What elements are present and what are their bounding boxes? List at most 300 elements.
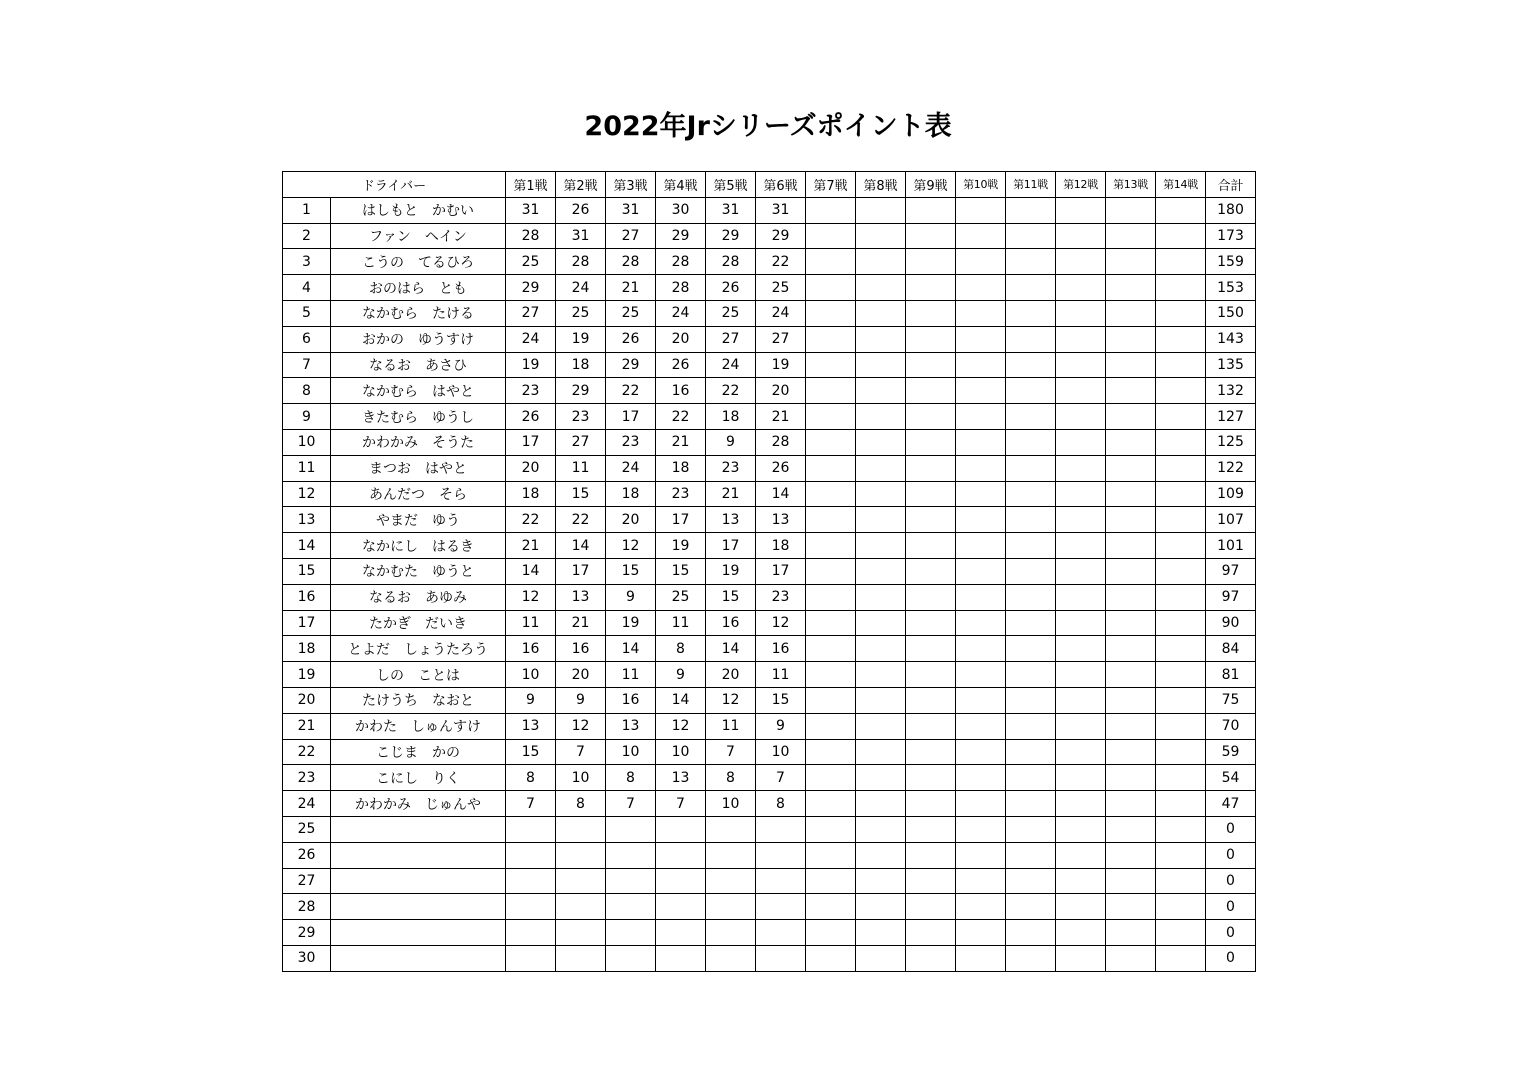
page-title: 2022年Jrシリーズポイント表 <box>584 111 952 142</box>
score-cell: 15 <box>556 481 606 507</box>
score-cell <box>1056 378 1106 404</box>
score-cell <box>1056 842 1106 868</box>
driver-name-cell: かわた しゅんすけ <box>331 713 506 739</box>
rank-cell: 11 <box>283 455 331 481</box>
score-cell: 23 <box>506 378 556 404</box>
score-cell: 19 <box>656 533 706 559</box>
race-header-5: 第5戦 <box>706 172 756 198</box>
score-cell: 13 <box>756 507 806 533</box>
driver-header: ドライバー <box>283 172 506 198</box>
score-cell: 28 <box>706 249 756 275</box>
score-cell <box>1006 739 1056 765</box>
rank-cell: 6 <box>283 326 331 352</box>
score-cell <box>1106 223 1156 249</box>
score-cell: 20 <box>556 662 606 688</box>
score-cell <box>1006 610 1056 636</box>
score-cell <box>1156 868 1206 894</box>
total-cell: 90 <box>1206 610 1256 636</box>
race-header-1: 第1戦 <box>506 172 556 198</box>
score-cell <box>906 739 956 765</box>
score-cell <box>1106 533 1156 559</box>
score-cell: 14 <box>556 533 606 559</box>
score-cell: 20 <box>506 455 556 481</box>
score-cell <box>856 739 906 765</box>
score-cell <box>806 352 856 378</box>
score-cell <box>806 662 856 688</box>
score-cell <box>556 894 606 920</box>
score-cell <box>1006 481 1056 507</box>
score-cell: 17 <box>606 404 656 430</box>
score-cell <box>856 945 906 971</box>
score-cell <box>906 791 956 817</box>
score-cell <box>956 404 1006 430</box>
score-cell: 23 <box>556 404 606 430</box>
score-cell: 9 <box>706 429 756 455</box>
score-cell <box>906 868 956 894</box>
total-cell: 127 <box>1206 404 1256 430</box>
score-cell <box>1106 481 1156 507</box>
score-cell <box>1056 791 1106 817</box>
driver-name-cell: たかぎ だいき <box>331 610 506 636</box>
score-cell <box>1006 429 1056 455</box>
table-row <box>283 687 1256 713</box>
score-cell <box>1156 249 1206 275</box>
driver-name-cell: はしもと かむい <box>331 197 506 223</box>
driver-name-cell: こうの てるひろ <box>331 249 506 275</box>
score-cell <box>1106 197 1156 223</box>
rank-cell: 7 <box>283 352 331 378</box>
score-cell <box>1156 945 1206 971</box>
score-cell <box>856 404 906 430</box>
score-cell: 30 <box>656 197 706 223</box>
score-cell <box>1106 868 1156 894</box>
score-cell: 31 <box>556 223 606 249</box>
score-cell: 21 <box>656 429 706 455</box>
score-cell <box>1006 507 1056 533</box>
driver-name-cell: なかにし はるき <box>331 533 506 559</box>
score-cell: 11 <box>556 455 606 481</box>
score-cell <box>706 894 756 920</box>
score-cell <box>856 300 906 326</box>
score-cell <box>956 429 1006 455</box>
rank-cell: 21 <box>283 713 331 739</box>
score-cell <box>1056 765 1106 791</box>
score-cell <box>906 610 956 636</box>
score-cell <box>1006 920 1056 946</box>
score-cell <box>706 945 756 971</box>
score-cell <box>1006 326 1056 352</box>
score-cell: 13 <box>606 713 656 739</box>
score-cell <box>1156 687 1206 713</box>
score-cell <box>1156 662 1206 688</box>
total-cell: 84 <box>1206 636 1256 662</box>
race-header-14: 第14戦 <box>1156 172 1206 198</box>
score-cell <box>856 894 906 920</box>
score-cell <box>1156 920 1206 946</box>
table-row <box>283 868 1256 894</box>
score-cell: 11 <box>706 713 756 739</box>
score-cell <box>956 894 1006 920</box>
score-cell <box>1056 945 1106 971</box>
score-cell: 12 <box>606 533 656 559</box>
score-cell: 28 <box>506 223 556 249</box>
score-cell <box>656 945 706 971</box>
race-header-9: 第9戦 <box>906 172 956 198</box>
score-cell <box>906 352 956 378</box>
score-cell: 8 <box>756 791 806 817</box>
rank-cell: 13 <box>283 507 331 533</box>
rank-cell: 20 <box>283 687 331 713</box>
score-cell: 19 <box>606 610 656 636</box>
score-cell: 21 <box>556 610 606 636</box>
score-cell <box>1006 197 1056 223</box>
score-cell <box>1056 249 1106 275</box>
driver-name-cell: こにし りく <box>331 765 506 791</box>
rank-cell: 18 <box>283 636 331 662</box>
score-cell: 16 <box>656 378 706 404</box>
score-cell: 31 <box>606 197 656 223</box>
score-cell <box>1006 713 1056 739</box>
total-cell: 47 <box>1206 791 1256 817</box>
score-cell <box>856 558 906 584</box>
rank-cell: 17 <box>283 610 331 636</box>
score-cell: 24 <box>506 326 556 352</box>
table-row <box>283 455 1256 481</box>
score-cell: 18 <box>606 481 656 507</box>
rank-cell: 12 <box>283 481 331 507</box>
driver-name-cell <box>331 920 506 946</box>
score-cell <box>806 326 856 352</box>
score-cell <box>806 404 856 430</box>
score-cell <box>1156 842 1206 868</box>
score-cell <box>1156 791 1206 817</box>
score-cell <box>1006 584 1056 610</box>
score-cell <box>956 610 1006 636</box>
score-cell: 12 <box>556 713 606 739</box>
score-cell: 10 <box>556 765 606 791</box>
score-cell <box>1156 455 1206 481</box>
total-cell: 0 <box>1206 842 1256 868</box>
rank-cell: 5 <box>283 300 331 326</box>
score-cell: 21 <box>506 533 556 559</box>
table-row <box>283 945 1256 971</box>
score-cell <box>606 894 656 920</box>
score-cell: 26 <box>606 326 656 352</box>
score-cell <box>1006 404 1056 430</box>
score-cell: 14 <box>656 687 706 713</box>
score-cell <box>956 481 1006 507</box>
score-cell <box>806 558 856 584</box>
total-cell: 0 <box>1206 894 1256 920</box>
total-cell: 135 <box>1206 352 1256 378</box>
rank-cell: 26 <box>283 842 331 868</box>
score-cell <box>906 404 956 430</box>
score-cell <box>1006 223 1056 249</box>
score-cell <box>1106 791 1156 817</box>
score-cell: 29 <box>706 223 756 249</box>
score-cell: 9 <box>606 584 656 610</box>
score-cell <box>906 455 956 481</box>
score-cell <box>506 868 556 894</box>
score-cell <box>906 533 956 559</box>
score-cell <box>1106 920 1156 946</box>
score-cell <box>956 300 1006 326</box>
score-cell: 10 <box>756 739 806 765</box>
driver-name-cell: なかむた ゆうと <box>331 558 506 584</box>
score-cell: 7 <box>756 765 806 791</box>
driver-name-cell <box>331 945 506 971</box>
score-cell <box>806 610 856 636</box>
score-cell <box>756 816 806 842</box>
score-cell: 24 <box>756 300 806 326</box>
score-cell: 25 <box>556 300 606 326</box>
score-cell <box>1056 197 1106 223</box>
score-cell <box>1006 275 1056 301</box>
score-cell <box>806 894 856 920</box>
score-cell: 13 <box>556 584 606 610</box>
score-cell <box>1106 842 1156 868</box>
score-cell <box>1056 584 1106 610</box>
rank-cell: 30 <box>283 945 331 971</box>
rank-cell: 8 <box>283 378 331 404</box>
table-row <box>283 429 1256 455</box>
table-row <box>283 249 1256 275</box>
score-cell: 31 <box>756 197 806 223</box>
score-cell <box>1156 739 1206 765</box>
score-cell <box>1006 868 1056 894</box>
score-cell <box>1056 816 1106 842</box>
score-cell <box>1156 636 1206 662</box>
score-cell <box>856 816 906 842</box>
rank-cell: 15 <box>283 558 331 584</box>
score-cell: 24 <box>606 455 656 481</box>
score-cell <box>1106 300 1156 326</box>
score-cell <box>606 868 656 894</box>
rank-cell: 19 <box>283 662 331 688</box>
score-cell <box>1106 429 1156 455</box>
race-header-12: 第12戦 <box>1056 172 1106 198</box>
score-cell: 13 <box>656 765 706 791</box>
score-cell <box>856 352 906 378</box>
score-cell <box>1006 945 1056 971</box>
score-cell <box>856 455 906 481</box>
score-cell <box>1056 636 1106 662</box>
score-cell <box>856 326 906 352</box>
score-cell <box>506 945 556 971</box>
driver-name-cell <box>331 816 506 842</box>
score-cell <box>806 868 856 894</box>
score-cell <box>1156 765 1206 791</box>
score-cell: 21 <box>756 404 806 430</box>
score-cell: 8 <box>506 765 556 791</box>
score-cell <box>906 300 956 326</box>
total-cell: 97 <box>1206 558 1256 584</box>
score-cell: 8 <box>656 636 706 662</box>
score-cell <box>956 533 1006 559</box>
score-cell <box>806 455 856 481</box>
score-cell <box>1056 429 1106 455</box>
score-cell <box>856 920 906 946</box>
race-header-6: 第6戦 <box>756 172 806 198</box>
driver-name-cell: かわかみ じゅんや <box>331 791 506 817</box>
score-cell <box>1156 300 1206 326</box>
rank-cell: 29 <box>283 920 331 946</box>
score-cell: 15 <box>756 687 806 713</box>
score-cell <box>806 429 856 455</box>
score-cell: 8 <box>706 765 756 791</box>
score-cell <box>556 816 606 842</box>
score-cell <box>1006 249 1056 275</box>
score-cell <box>706 842 756 868</box>
score-cell: 29 <box>756 223 806 249</box>
race-header-10: 第10戦 <box>956 172 1006 198</box>
score-cell <box>806 507 856 533</box>
score-cell <box>806 687 856 713</box>
driver-name-cell: おかの ゆうすけ <box>331 326 506 352</box>
score-cell: 9 <box>556 687 606 713</box>
score-cell <box>1156 378 1206 404</box>
score-cell: 25 <box>656 584 706 610</box>
score-cell: 21 <box>606 275 656 301</box>
table-row <box>283 765 1256 791</box>
score-cell <box>1106 249 1156 275</box>
score-cell <box>806 945 856 971</box>
score-cell <box>1106 945 1156 971</box>
score-cell <box>956 326 1006 352</box>
score-cell: 12 <box>656 713 706 739</box>
score-cell: 7 <box>506 791 556 817</box>
score-cell: 10 <box>656 739 706 765</box>
score-cell: 14 <box>756 481 806 507</box>
score-cell: 26 <box>556 197 606 223</box>
score-cell <box>1006 765 1056 791</box>
score-cell <box>1106 558 1156 584</box>
rank-cell: 4 <box>283 275 331 301</box>
table-row <box>283 223 1256 249</box>
score-cell <box>806 920 856 946</box>
total-cell: 159 <box>1206 249 1256 275</box>
driver-name-cell: なるお あさひ <box>331 352 506 378</box>
score-cell <box>756 920 806 946</box>
score-cell: 17 <box>656 507 706 533</box>
score-cell: 24 <box>656 300 706 326</box>
score-cell <box>906 687 956 713</box>
score-cell <box>1056 868 1106 894</box>
table-row <box>283 662 1256 688</box>
score-cell <box>1106 687 1156 713</box>
driver-name-cell: しの ことは <box>331 662 506 688</box>
score-cell: 15 <box>656 558 706 584</box>
score-cell <box>1156 481 1206 507</box>
driver-name-cell <box>331 894 506 920</box>
score-cell <box>856 842 906 868</box>
score-cell <box>1156 275 1206 301</box>
total-cell: 143 <box>1206 326 1256 352</box>
score-cell <box>656 868 706 894</box>
score-cell <box>856 791 906 817</box>
score-cell <box>956 920 1006 946</box>
score-cell <box>1006 352 1056 378</box>
total-cell: 75 <box>1206 687 1256 713</box>
score-cell <box>906 481 956 507</box>
score-cell: 25 <box>706 300 756 326</box>
score-cell <box>856 481 906 507</box>
rank-cell: 16 <box>283 584 331 610</box>
score-cell <box>956 378 1006 404</box>
score-cell <box>906 894 956 920</box>
score-cell: 16 <box>756 636 806 662</box>
score-cell <box>856 662 906 688</box>
table-row <box>283 842 1256 868</box>
score-cell: 28 <box>606 249 656 275</box>
score-cell: 28 <box>656 275 706 301</box>
score-cell <box>1006 791 1056 817</box>
score-cell <box>1056 713 1106 739</box>
score-cell <box>956 713 1006 739</box>
score-cell: 31 <box>706 197 756 223</box>
total-cell: 150 <box>1206 300 1256 326</box>
score-cell <box>1006 816 1056 842</box>
score-cell <box>856 584 906 610</box>
score-cell: 29 <box>556 378 606 404</box>
score-cell <box>1106 455 1156 481</box>
score-cell <box>956 275 1006 301</box>
race-header-2: 第2戦 <box>556 172 606 198</box>
driver-name-cell: ファン ヘイン <box>331 223 506 249</box>
score-cell: 14 <box>706 636 756 662</box>
score-cell <box>756 842 806 868</box>
score-cell: 25 <box>606 300 656 326</box>
score-cell <box>806 584 856 610</box>
total-cell: 125 <box>1206 429 1256 455</box>
total-cell: 107 <box>1206 507 1256 533</box>
driver-name-cell: なかむら たける <box>331 300 506 326</box>
score-cell <box>856 868 906 894</box>
total-cell: 59 <box>1206 739 1256 765</box>
score-cell <box>1156 713 1206 739</box>
driver-name-cell: あんだつ そら <box>331 481 506 507</box>
score-cell <box>706 816 756 842</box>
score-cell <box>806 636 856 662</box>
score-cell <box>1056 662 1106 688</box>
score-cell <box>556 945 606 971</box>
score-cell: 14 <box>506 558 556 584</box>
total-cell: 173 <box>1206 223 1256 249</box>
score-cell <box>856 713 906 739</box>
score-cell <box>1056 533 1106 559</box>
race-header-11: 第11戦 <box>1006 172 1056 198</box>
score-cell: 23 <box>656 481 706 507</box>
score-cell <box>1106 507 1156 533</box>
total-cell: 70 <box>1206 713 1256 739</box>
rank-cell: 24 <box>283 791 331 817</box>
score-cell <box>1106 739 1156 765</box>
score-cell <box>906 765 956 791</box>
race-header-3: 第3戦 <box>606 172 656 198</box>
driver-name-cell: なるお あゆみ <box>331 584 506 610</box>
race-header-8: 第8戦 <box>856 172 906 198</box>
score-cell: 22 <box>556 507 606 533</box>
rank-cell: 22 <box>283 739 331 765</box>
score-cell: 29 <box>656 223 706 249</box>
score-cell: 25 <box>756 275 806 301</box>
table-row <box>283 404 1256 430</box>
score-cell: 10 <box>706 791 756 817</box>
score-cell: 20 <box>606 507 656 533</box>
score-cell <box>806 791 856 817</box>
rank-cell: 25 <box>283 816 331 842</box>
score-cell <box>1006 687 1056 713</box>
